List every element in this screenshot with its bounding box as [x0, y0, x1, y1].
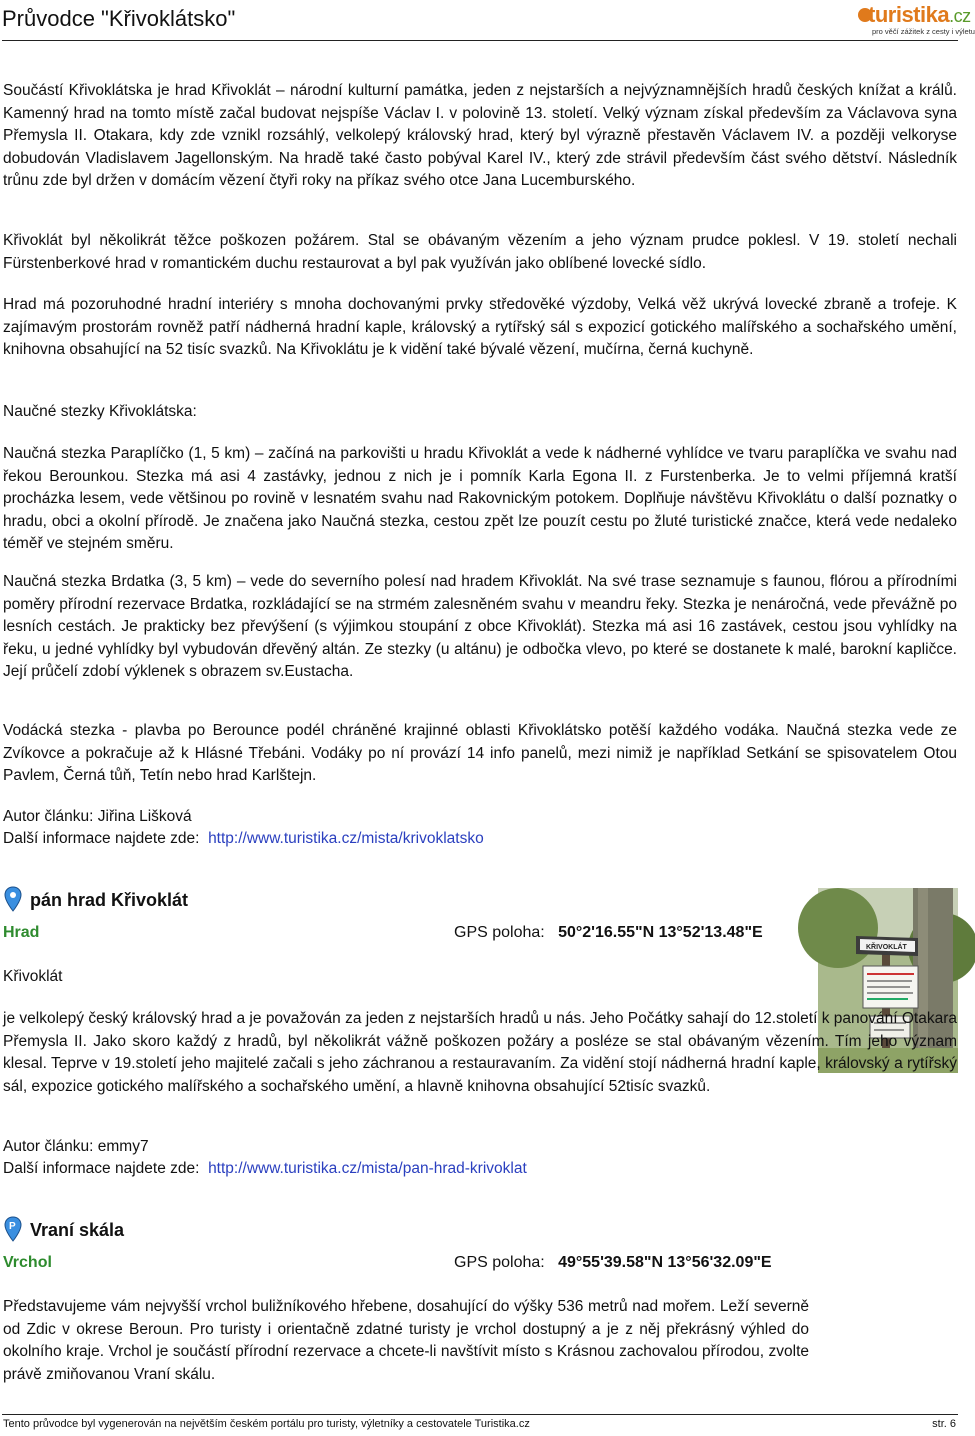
- header-divider: [2, 40, 958, 41]
- logo-tagline: pro věčí zážitek z cesty i výletu: [872, 27, 975, 36]
- poi-text-vrani-skala: Představujeme vám nejvyšší vrchol buližníkového hřebene, dosahující do výšky 536 metrů nad mořem. Leží severně od Zdic v okrese Beroun. Pro turisty i orientačně zdatné turisty je vrchol dostupný a je z něj překrásný výhled do okolního kraje. Vrchol je součástí přírodní rezervace a chcete-li navštívit místo s Krásnou zachovalou přírodou, zvolte právě zmiňovanou Vraní skálu.: [3, 1298, 809, 1383]
- logo-text: turistika: [868, 2, 950, 27]
- gps-label: GPS poloha:: [454, 924, 545, 941]
- article-paragraph-vodacka: Vodácká stezka - plavba po Berounce podél chráněné krajinné oblasti Křivoklátsko potěší každého vodáka. Naučná stezka vede ze Zvíkovce a pokračuje až k Hlásné Třebáni. Vodáky po ní provází 14 info panelů, mezi nimiž je například Setkání se spisovatelem Otou Pavlem, Černá tůň, Tetín nebo hrad Karlštejn.: [3, 722, 957, 784]
- poi-title-vrani-skala[interactable]: Vraní skála: [30, 1220, 125, 1240]
- page-header: [0, 0, 975, 44]
- poi-author-krivoklat: Autor článku: emmy7: [3, 1138, 149, 1155]
- article-author: Autor článku: Jiřina Lišková: [3, 808, 192, 825]
- more-info-link[interactable]: http://www.turistika.cz/mista/pan-hrad-krivoklat: [208, 1160, 527, 1177]
- gps-value: 50°2'16.55"N 13°52'13.48"E: [558, 924, 763, 941]
- poi-type-krivoklat: Hrad: [3, 924, 40, 941]
- poi-subtitle-krivoklat: Křivoklát: [3, 968, 63, 985]
- footer-divider: [2, 1414, 958, 1415]
- article-paragraph-3: Hrad má pozoruhodné hradní interiéry s mnoha dochovanými prvky středověké výzdoby, Velká věž ukrývá lovecké zbraně a trofeje. K zajímavým prostorám rovněž patří nádherná hradní kaple, královský a rytířský sál s expozicí gotického malířského a sochařského umění, knihovna obsahující na 52 tisíc svazků. Na Křivoklátu je k vidění také bývalé vězení, mučírna, černá kuchyně.: [3, 296, 957, 358]
- logo-domain: .cz: [949, 6, 971, 26]
- page-number: str. 6: [932, 1418, 956, 1430]
- more-info-label: Další informace najdete zde:: [3, 830, 200, 847]
- article-more-info: [3, 828, 484, 851]
- gps-krivoklat: [454, 924, 763, 942]
- more-info-label: Další informace najdete zde:: [3, 1160, 200, 1177]
- article-paragraph-1: Součástí Křivoklátska je hrad Křivoklát – národní kulturní památka, jeden z nejstarších a nejvýznamnějších hradů českých knížat a králů. Kamenný hrad na tomto místě začal budovat nejspíše Václav I. v polovině 13. století. Velký význam získal především za Václavova syna Přemysla II. Otakara, kdy zde vznikl rozsáhlý, velkolepý královský hrad, který byl výrazně přestavěn Václavem IV. a později velkoryse dobudován Vladislavem Jagellonským. Na hradě také často pobýval Karel IV., který zde strávil především část svého dětství. Následník trůnu zde byl držen v domácím vězení čtyři roky na příkaz svého otce Jana Lucemburského.: [3, 82, 957, 189]
- article-paragraph-brdatka: Naučná stezka Brdatka (3, 5 km) – vede do severního polesí nad hradem Křivoklát. Na své trase seznamuje s faunou, flórou a přírodními poměry přírodní rezervace Brdatka, rozkládající se na strmém zalesněném svahu v meandru řeky. Stezka je nenáročná, vede převážně po lesních cestách. Je prakticky bez převýšení (s výjimkou stoupání z obce Křivoklát). Stezka má asi 16 zastávek, cestou jsou vyhlídky na řeku, u jedné vyhlídky byl vybudován dřevěný altán. Ze stezky (u altánu) je odbočka vlevo, po které se dostanete k malé, barokní kapličce. Její průčelí zdobí výklenek s obrazem sv.Eustacha.: [3, 573, 957, 680]
- gps-label: GPS poloha:: [454, 1254, 545, 1271]
- signpost-label: KŘIVOKLÁT: [866, 944, 907, 951]
- footer-text: Tento průvodce byl vygenerován na největším českém portálu pro turisty, výletníky a cestovatele Turistika.cz: [3, 1418, 530, 1430]
- logo-wordmark: [868, 2, 971, 28]
- poi-type-vrani-skala: Vrchol: [3, 1254, 52, 1271]
- page-title: Průvodce "Křivoklátsko": [2, 6, 236, 31]
- poi-title-krivoklat[interactable]: pán hrad Křivoklát: [30, 890, 189, 910]
- gps-vrani-skala: [454, 1254, 772, 1272]
- map-pin-icon: [4, 886, 22, 912]
- turistika-logo[interactable]: [858, 2, 975, 40]
- svg-text:P: P: [9, 1221, 16, 1232]
- parking-pin-icon: [4, 1216, 22, 1242]
- more-info-link[interactable]: http://www.turistika.cz/mista/krivoklatsko: [208, 830, 484, 847]
- gps-value: 49°55'39.58"N 13°56'32.09"E: [558, 1254, 772, 1271]
- trails-heading: Naučné stezky Křivoklátska:: [3, 403, 197, 420]
- article-paragraph-paraplicko: Naučná stezka Paraplíčko (1, 5 km) – začíná na parkovišti u hradu Křivoklát a vede k nádherné vyhlídce ve tvaru paraplíčka ve svahu nad řekou Berounkou. Stezka má asi 4 zastávky, jednou z nich je i pomník Karla Egona II. z Furstenberka. Je to velmi příjemná kratší procházka lesem, vede většinou po rovině v lesnatém svahu nad Rakovnickým potokem. Doplňuje návštěvu Křivoklátu o další poznatky o hradu, obci a okolní přírodě. Je značena jako Naučná stezka, cestou zpět lze pouzít cestu po žluté turistické značce, která vede nedaleko téměř ve stejném směru.: [3, 445, 957, 552]
- poi-text-krivoklat: je velkolepý český královský hrad a je považován za jeden z nejstarších hradů u nás. Jeho Počátky sahají do 12.století k panování Otakara Přemysla II. Jako skoro každý z hradů, byl několikrát vážně poškozen požáry a posléze se stal obávaným vězením. Tím jeho význam klesal. Teprve v 19.století jeho majitelé začali s jeho záchranou a restauravaním. Za vidění stojí nádherná hradní kaple, královský a rytířský sál, expozice gotického malířského a sochařského umění, a hlavně knihovna obsahující 52tisíc svazků.: [3, 1010, 957, 1095]
- poi-more-info-krivoklat: [3, 1158, 527, 1181]
- article-paragraph-2: Křivoklát byl několikrát těžce poškozen požárem. Stal se obávaným vězením a jeho význam prudce poklesl. V 19. století nechali Fürstenberkové hrad v romantickém duchu restaurovat a byl pak využíván jako oblíbené lovecké sídlo.: [3, 232, 957, 272]
